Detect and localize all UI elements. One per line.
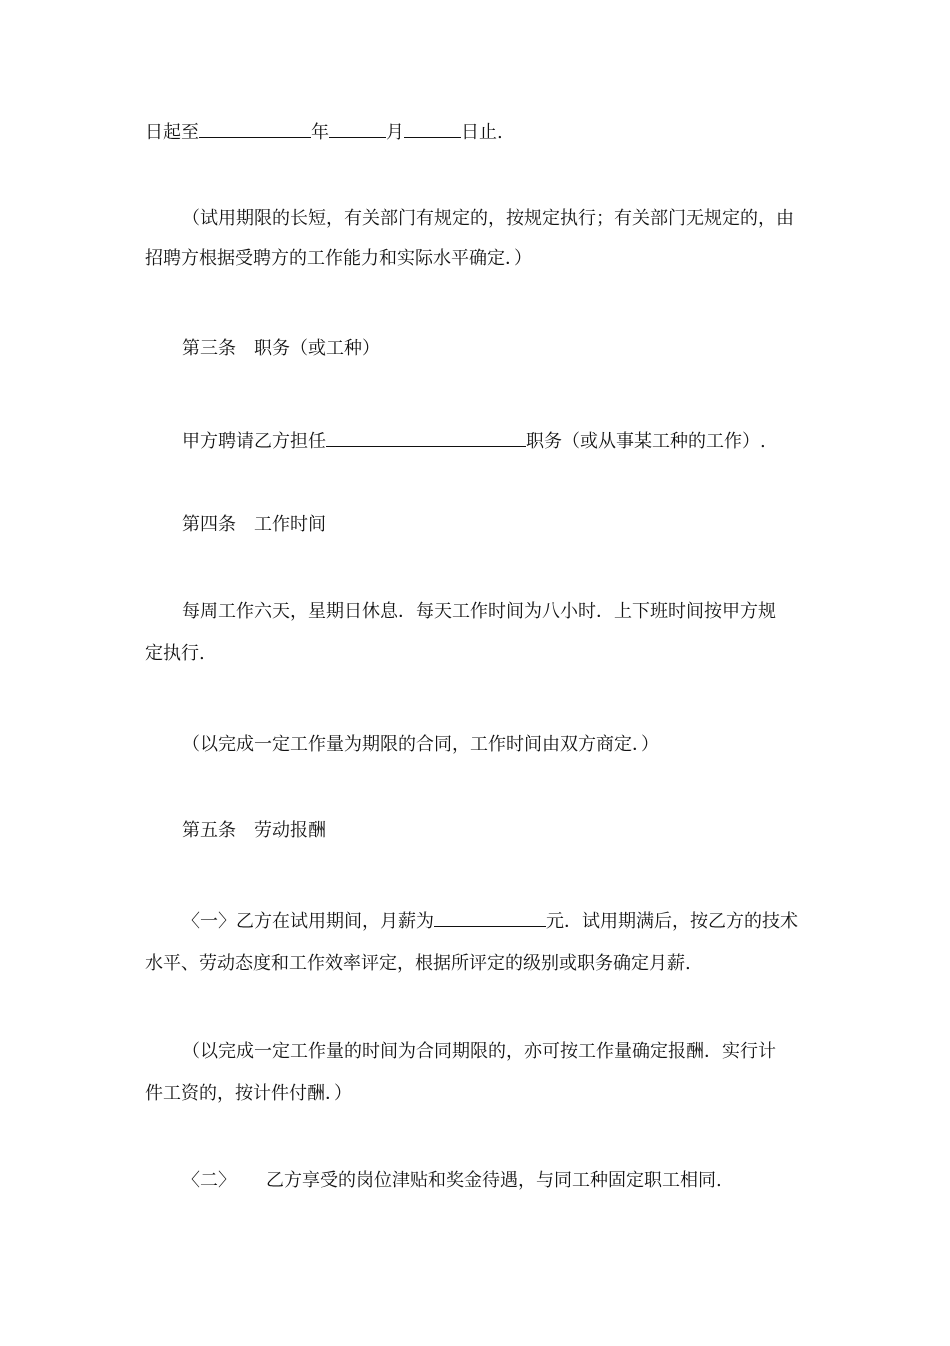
paragraph-text: （以完成一定工作量的时间为合同期限的，亦可按工作量确定报酬．实行计 xyxy=(182,1041,776,1062)
work-hours-line-2 xyxy=(145,643,815,665)
section-heading: 第四条 工作时间 xyxy=(182,514,326,535)
section-heading: 第三条 职务（或工种） xyxy=(182,338,380,359)
text-fragment: 月 xyxy=(386,122,404,143)
paragraph-text: 定执行. xyxy=(145,643,205,664)
paragraph-text: 招聘方根据受聘方的工作能力和实际水平确定．） xyxy=(145,248,532,269)
probation-note-line-2 xyxy=(145,248,815,270)
article-five-heading xyxy=(182,820,852,842)
text-fragment: 日止. xyxy=(461,122,503,143)
position-line xyxy=(182,428,852,453)
salary-line-2 xyxy=(145,953,815,975)
paragraph-text: 职务（或从事某工种的工作）. xyxy=(526,431,766,452)
position-blank xyxy=(326,428,526,447)
article-three-heading xyxy=(182,338,852,360)
day-blank xyxy=(404,119,461,138)
paragraph-text: 件工资的，按计件付酬．） xyxy=(145,1083,352,1104)
salary-blank xyxy=(434,908,546,927)
probation-note-line-1 xyxy=(182,208,852,230)
term-end-date-line xyxy=(145,119,815,144)
paragraph-text: （以完成一定工作量为期限的合同，工作时间由双方商定．） xyxy=(182,734,659,755)
paragraph-text: 〈一〉乙方在试用期间，月薪为 xyxy=(182,911,434,932)
salary-line-1 xyxy=(182,908,852,933)
paragraph-text: 水平、劳动态度和工作效率评定，根据所评定的级别或职务确定月薪. xyxy=(145,953,691,974)
work-hours-line-1 xyxy=(182,601,852,623)
text-fragment: 日起至 xyxy=(145,122,199,143)
work-hours-note xyxy=(182,734,852,756)
paragraph-text: 元．试用期满后，按乙方的技术 xyxy=(546,911,798,932)
text-fragment: 年 xyxy=(311,122,329,143)
piece-rate-note-line-2 xyxy=(145,1083,815,1105)
paragraph-text: 甲方聘请乙方担任 xyxy=(182,431,326,452)
piece-rate-note-line-1 xyxy=(182,1041,852,1063)
paragraph-text: （试用期限的长短，有关部门有规定的，按规定执行；有关部门无规定的，由 xyxy=(182,208,794,229)
list-marker: 〈二〉 xyxy=(182,1170,236,1191)
section-heading: 第五条 劳动报酬 xyxy=(182,820,326,841)
year-blank xyxy=(199,119,311,138)
allowance-line xyxy=(182,1170,852,1192)
article-four-heading xyxy=(182,514,852,536)
paragraph-text: 乙方享受的岗位津贴和奖金待遇，与同工种固定职工相同. xyxy=(266,1170,722,1191)
paragraph-text: 每周工作六天，星期日休息．每天工作时间为八小时．上下班时间按甲方规 xyxy=(182,601,776,622)
month-blank xyxy=(329,119,386,138)
